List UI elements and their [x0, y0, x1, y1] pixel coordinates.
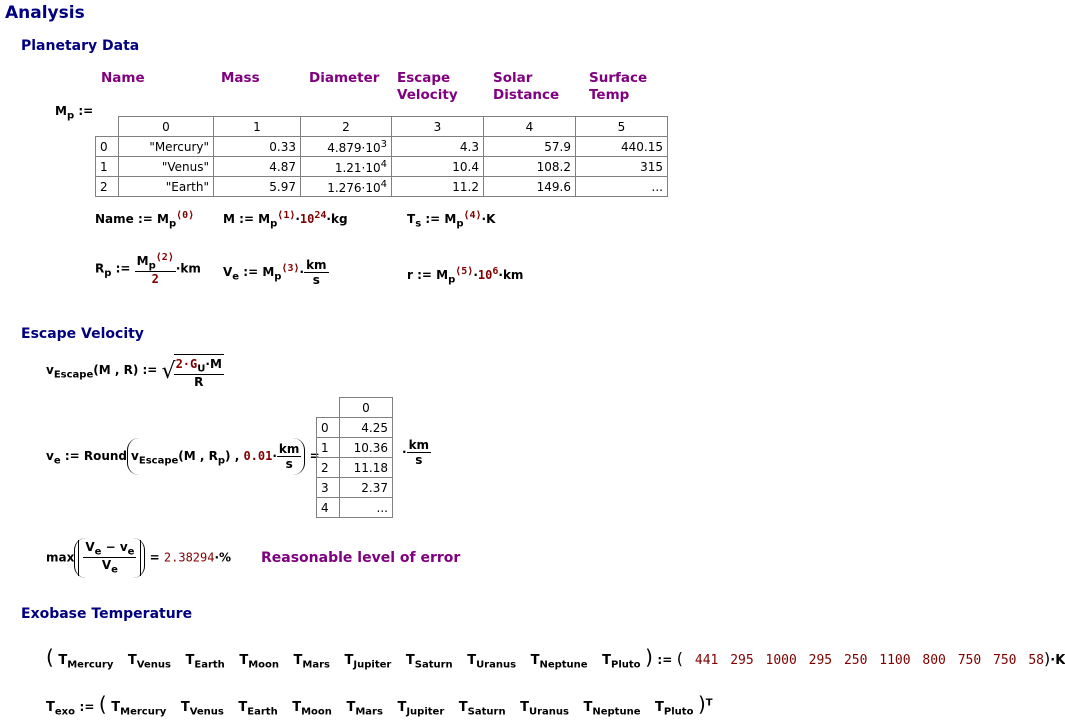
col-index: 0: [340, 398, 393, 418]
matrix-header-row: [96, 117, 668, 137]
table-row: [317, 438, 393, 458]
table-row: [317, 478, 393, 498]
cell-escape-velocity[interactable]: 10.4: [392, 157, 484, 177]
col-index: 2: [301, 117, 392, 137]
row-index: 1: [96, 157, 119, 177]
row-index: 2: [96, 177, 119, 197]
cell-escape-velocity[interactable]: 11.2: [392, 177, 484, 197]
cell-mass[interactable]: 0.33: [214, 137, 301, 157]
col-index: 1: [214, 117, 301, 137]
cell-solar-distance[interactable]: 57.9: [484, 137, 576, 157]
header-name: Name: [101, 70, 145, 86]
result-unit: · $\frac{km}{s}$: [402, 438, 430, 467]
cell-solar-distance[interactable]: 108.2: [484, 157, 576, 177]
section-exobase-temperature: Exobase Temperature: [21, 606, 193, 622]
cell-surface-temp[interactable]: ...: [576, 177, 668, 197]
header-escape-velocity: Escape Velocity: [397, 70, 458, 103]
ve-round-expression[interactable]: $v_e$ := Round $v_{Escape}(M$ , $R_p$) , 0.01· $\frac{km}{s}$ =: [46, 438, 320, 475]
def-solar-distance[interactable]: r := $M_p^{⟨5⟩}\cdot 10^6\cdot km$: [407, 266, 524, 286]
def-surface-temp[interactable]: $T_s$ := $M_p^{⟨4⟩}\cdot K$: [407, 210, 496, 230]
cell-name[interactable]: "Mercury": [119, 137, 214, 157]
max-error-expression[interactable]: max $\frac{V_e - v_e}{V_e}$ = 2.38294·%: [46, 540, 232, 576]
col-index: 0: [119, 117, 214, 137]
row-index: 2: [317, 458, 340, 478]
header-diameter: Diameter: [309, 70, 380, 86]
vector-header-row: [317, 398, 393, 418]
page-title: Analysis: [5, 3, 85, 23]
cell-escape-velocity[interactable]: 4.3: [392, 137, 484, 157]
row-index: 4: [317, 498, 340, 518]
col-index: 5: [576, 117, 668, 137]
v-escape-function[interactable]: $v_{Escape}(M$ , R) := √ $\frac{2\cdot G_U\cdot M}{R}$: [46, 354, 224, 389]
def-name[interactable]: Name := $M_p^{⟨0⟩}$: [95, 210, 195, 230]
result-cell[interactable]: ...: [340, 498, 393, 518]
table-row: [96, 177, 668, 197]
result-cell[interactable]: 10.36: [340, 438, 393, 458]
section-planetary-data: Planetary Data: [21, 38, 140, 54]
cell-mass[interactable]: 5.97: [214, 177, 301, 197]
table-row: [317, 458, 393, 478]
texo-transpose-assignment[interactable]: $T_{exo}$ := ( $T_{Mercury}$ $T_{Venus}$ $T_{Earth}$ $T_{Moon}$ $T_{Mars}$ $T_{Jupiter}$ $T_{Saturn}$ $T_{Uranus}$ $T_{Neptune}$ $T_{Pluto}$ )$^T$: [46, 692, 713, 718]
cell-diameter[interactable]: $4.879\cdot 10^3$: [301, 137, 392, 157]
result-cell[interactable]: 4.25: [340, 418, 393, 438]
mp-assign-label[interactable]: $M_p$ :=: [55, 104, 94, 122]
escape-velocity-result-vector[interactable]: [316, 397, 393, 518]
exobase-assignment[interactable]: ( $T_{Mercury}$ $T_{Venus}$ $T_{Earth}$ $T_{Moon}$ $T_{Mars}$ $T_{Jupiter}$ $T_{Saturn}$ $T_{Uranus}$ $T_{Neptune}$ $T_{Pluto}$ ) := ( 441 295 1000 295 250 1100 800 750 750 58)·K: [46, 645, 1065, 671]
row-index: 3: [317, 478, 340, 498]
row-index: 0: [317, 418, 340, 438]
cell-name[interactable]: "Earth": [119, 177, 214, 197]
cell-mass[interactable]: 4.87: [214, 157, 301, 177]
result-cell[interactable]: 2.37: [340, 478, 393, 498]
header-mass: Mass: [221, 70, 260, 86]
error-note: Reasonable level of error: [261, 550, 461, 566]
cell-solar-distance[interactable]: 149.6: [484, 177, 576, 197]
table-row: [317, 498, 393, 518]
col-index: 3: [392, 117, 484, 137]
row-index: 0: [96, 137, 119, 157]
row-index: 1: [317, 438, 340, 458]
cell-surface-temp[interactable]: 315: [576, 157, 668, 177]
def-mass[interactable]: M := $M_p^{⟨1⟩}\cdot 10^{24}\cdot kg$: [223, 210, 348, 230]
header-solar-distance: Solar Distance: [493, 70, 560, 103]
planetary-data-matrix[interactable]: [95, 116, 668, 197]
cell-surface-temp[interactable]: 440.15: [576, 137, 668, 157]
col-index: 4: [484, 117, 576, 137]
table-row: [96, 137, 668, 157]
table-row: [96, 157, 668, 177]
cell-diameter[interactable]: $1.21\cdot 10^4$: [301, 157, 392, 177]
header-surface-temp: Surface Temp: [589, 70, 648, 103]
def-radius[interactable]: $R_p$ := $\frac{M_p^{⟨2⟩}}{2}$ ·km: [95, 252, 201, 287]
cell-diameter[interactable]: $1.276\cdot 10^4$: [301, 177, 392, 197]
sqrt-icon: √: [161, 359, 176, 385]
table-row: [317, 418, 393, 438]
section-escape-velocity: Escape Velocity: [21, 326, 144, 342]
def-escape-velocity[interactable]: $V_e$ := $M_p^{⟨3⟩}\cdot$ $\frac{km}{s}$: [223, 258, 327, 287]
result-cell[interactable]: 11.18: [340, 458, 393, 478]
cell-name[interactable]: "Venus": [119, 157, 214, 177]
